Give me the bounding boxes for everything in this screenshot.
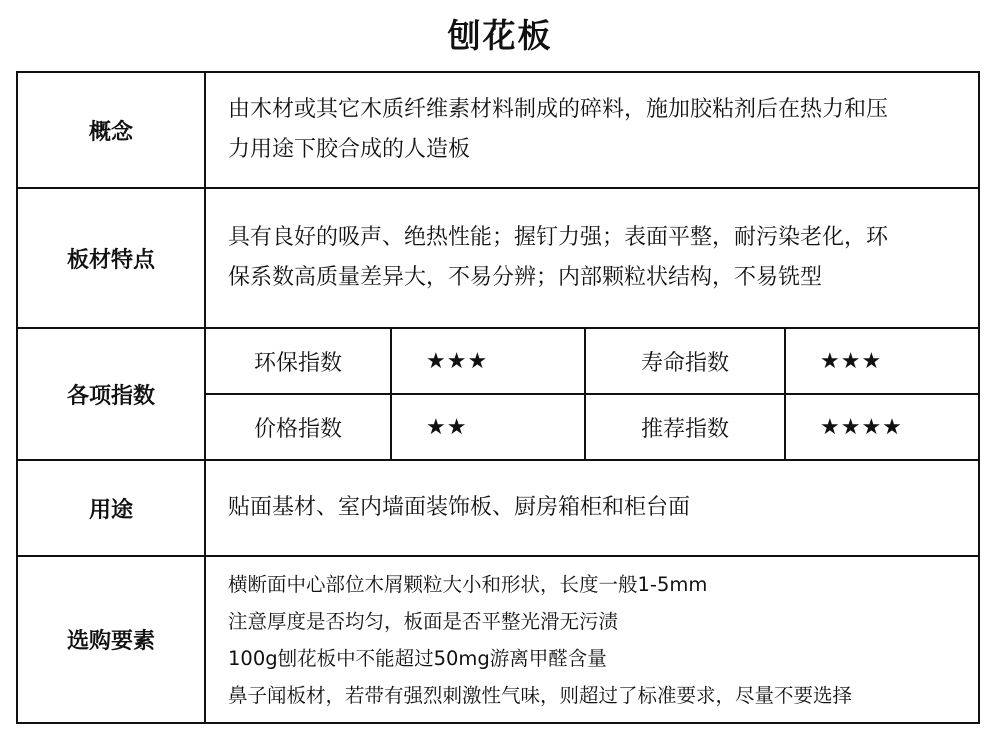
index-stars-recommend: ★★★★ xyxy=(820,414,903,440)
index-stars-price: ★★ xyxy=(391,394,585,459)
buying-line: 横断面中心部位木屑颗粒大小和形状，长度一般1-5mm xyxy=(228,572,708,596)
label-indices: 各项指数 xyxy=(17,328,205,460)
features-line: 具有良好的吸声、绝热性能；握钉力强；表面平整，耐污染老化，环 xyxy=(228,225,889,250)
buying-line: 100g刨花板中不能超过50mg游离甲醛含量 xyxy=(228,646,607,670)
label-buying: 选购要素 xyxy=(17,556,205,723)
row-usage xyxy=(17,460,979,556)
row-concept xyxy=(17,72,979,188)
label-usage: 用途 xyxy=(17,460,205,556)
index-name-price: 价格指数 xyxy=(206,394,391,459)
content-usage: 贴面基材、室内墙面装饰板、厨房箱柜和柜台面 xyxy=(205,460,979,556)
buying-line: 鼻子闻板材，若带有强烈刺激性气味，则超过了标准要求，尽量不要选择 xyxy=(228,683,853,707)
index-name-eco: 环保指数 xyxy=(206,329,391,394)
row-features xyxy=(17,188,979,328)
indices-cell xyxy=(205,328,979,460)
index-name-lifespan: 寿命指数 xyxy=(585,329,785,394)
label-features: 板材特点 xyxy=(17,188,205,328)
row-indices xyxy=(17,328,979,460)
content-concept xyxy=(205,72,979,188)
indices-row xyxy=(206,394,978,459)
buying-line: 注意厚度是否均匀，板面是否平整光滑无污渍 xyxy=(228,609,619,633)
concept-line: 由木材或其它木质纤维素材料制成的碎料，施加胶粘剂后在热力和压 xyxy=(228,97,889,122)
index-stars-eco: ★★★ xyxy=(391,329,585,394)
concept-line: 力用途下胶合成的人造板 xyxy=(228,137,471,162)
indices-table xyxy=(206,329,978,459)
index-stars-lifespan: ★★★ xyxy=(785,329,978,394)
row-buying xyxy=(17,556,979,723)
content-features xyxy=(205,188,979,328)
content-buying xyxy=(205,556,979,723)
index-name-recommend: 推荐指数 xyxy=(585,394,785,459)
particleboard-info-table xyxy=(16,71,980,724)
label-concept: 概念 xyxy=(17,72,205,188)
features-line: 保系数高质量差异大，不易分辨；内部颗粒状结构，不易铣型 xyxy=(228,265,823,290)
indices-row xyxy=(206,329,978,394)
page-title: 刨花板 xyxy=(447,16,553,55)
